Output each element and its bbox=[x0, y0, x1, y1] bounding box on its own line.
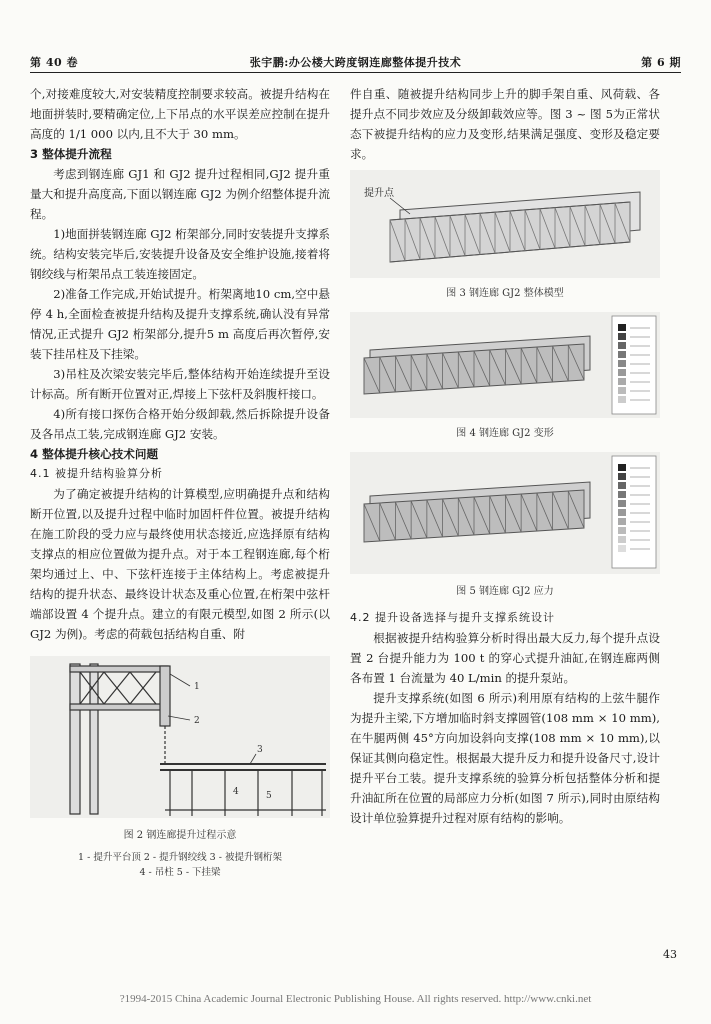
figure-2-caption: 图 2 钢连廊提升过程示意 bbox=[123, 830, 237, 841]
figure-2-drawing bbox=[30, 656, 330, 818]
page-number: 43 bbox=[663, 948, 677, 961]
paragraph: 1)地面拼装钢连廊 GJ2 桁架部分,同时安装提升支撑系统。结构安装完毕后,安装提升设备及安全维护设施,接着将钢绞线与桁架吊点工装连接固定。 bbox=[30, 227, 330, 281]
paragraph: 考虑到钢连廊 GJ1 和 GJ2 提升过程相同,GJ2 提升重量大和提升高度高,下面以钢连廊 GJ2 为例介绍整体提升流程。 bbox=[30, 167, 330, 221]
left-column bbox=[30, 84, 330, 880]
figure-5 bbox=[350, 452, 660, 602]
section-4-heading: 4 整体提升核心技术问题 bbox=[30, 447, 159, 461]
paragraph: 为了确定被提升结构的计算模型,应明确提升点和结构断开位置,以及提升过程中临时加固杆件位置。被提升结构在施工阶段的受力应与最终使用状态接近,应选择原有结构支撑点的相应位置做为提升点。对于本工程钢连廊,每个桁架均通过上、中、下弦杆连接于主体结构上。考虑被提升结构的提升状态、最终设计状态及重心位置,在桁架中弦杆端部设置 4 个提升点。建立的有限元模型,如图 2 所示(以 GJ2 为例)。考虑的荷载包括结构自重、附 bbox=[30, 487, 330, 641]
paragraph: 个,对接难度较大,对安装精度控制要求较高。被提升结构在地面拼装时,要精确定位,上下吊点的水平误差应控制在提升高度的 1/1 000 以内,且不大于 30 mm。 bbox=[30, 87, 330, 141]
figure-2-legend-2: 4 - 吊柱 5 - 下挂梁 bbox=[139, 867, 221, 878]
running-title: 张宇鹏:办公楼大跨度钢连廊整体提升技术 bbox=[249, 56, 462, 69]
journal-issue: 第 6 期 bbox=[641, 56, 681, 69]
fig2-label-4: 4 bbox=[233, 787, 239, 797]
figure-3-caption: 图 3 钢连廊 GJ2 整体模型 bbox=[446, 288, 564, 299]
figure-5-caption: 图 5 钢连廊 GJ2 应力 bbox=[456, 586, 554, 597]
figure-5-drawing bbox=[350, 452, 660, 574]
fig2-label-2: 2 bbox=[194, 716, 200, 726]
figure-3 bbox=[350, 170, 660, 304]
right-column bbox=[350, 84, 660, 828]
copyright-footer: ?1994-2015 China Academic Journal Electronic Publishing House. All rights reserved. http://www.cnki.net bbox=[119, 993, 592, 1005]
journal-volume: 第 40 卷 bbox=[30, 56, 78, 69]
paragraph: 3)吊柱及次梁安装完毕后,整体结构开始连续提升至设计标高。所有断开位置对正,焊接上下弦杆及斜腹杆接口。 bbox=[30, 367, 330, 401]
paragraph: 4)所有接口探伤合格开始分级卸载,然后拆除提升设备及各吊点工装,完成钢连廊 GJ2 安装。 bbox=[30, 407, 330, 441]
fig2-label-5: 5 bbox=[266, 791, 272, 801]
figure-2-legend-1: 1 - 提升平台顶 2 - 提升钢绞线 3 - 被提升钢桁架 bbox=[78, 852, 282, 863]
fig2-label-1: 1 bbox=[194, 682, 200, 692]
section-4-2-heading: 4.2 提升设备选择与提升支撑系统设计 bbox=[350, 611, 555, 624]
paragraph: 根据被提升结构验算分析时得出最大反力,每个提升点设置 2 台提升能力为 100 t 的穿心式提升油缸,在钢连廊两侧各布置 1 台流量为 40 L/min 的提升泵站。 bbox=[350, 631, 660, 685]
paragraph: 件自重、随被提升结构同步上升的脚手架自重、风荷载、各提升点不同步效应及分级卸载效应等。图 3 ~ 图 5为正常状态下被提升结构的应力及变形,结果满足强度、变形及稳定要求。 bbox=[350, 87, 660, 161]
figure-4-drawing bbox=[350, 312, 660, 418]
truss-stress-plot bbox=[350, 452, 660, 574]
figure-4 bbox=[350, 312, 660, 444]
header-rule bbox=[30, 72, 681, 73]
paragraph: 2)准备工作完成,开始试提升。桁架离地10 cm,空中悬停 4 h,全面检查被提升结构及提升支撑系统,确认没有异常情况,正式提升 GJ2 桁架部分,提升5 m 高度后再次暂停,安装下挂吊柱及下挂梁。 bbox=[30, 287, 330, 361]
section-4-1-heading: 4.1 被提升结构验算分析 bbox=[30, 467, 163, 480]
section-3-heading: 3 整体提升流程 bbox=[30, 147, 112, 161]
paragraph: 提升支撑系统(如图 6 所示)利用原有结构的上弦牛腿作为提升主梁,下方增加临时斜支撑圆管(108 mm × 10 mm),在牛腿两侧 45°方向加设斜向支撑(108 mm × 10 mm),以保证其侧向稳定性。根据最大提升反力和提升设备尺寸,设计提升平台工装。提升支撑系统的验算分析包括整体分析和提升油缸所在位置的局部应力分析(如图 7 所示),同时由原结构设计单位验算提升过程对原有结构的影响。 bbox=[350, 691, 660, 825]
figure-2 bbox=[30, 656, 330, 880]
lifting-point-label: 提升点 bbox=[364, 188, 394, 199]
truss-lifting-diagram bbox=[30, 656, 330, 818]
truss-model-3d bbox=[350, 170, 660, 278]
figure-3-drawing bbox=[350, 170, 660, 278]
truss-deformation-plot bbox=[350, 312, 660, 418]
figure-4-caption: 图 4 钢连廊 GJ2 变形 bbox=[456, 428, 554, 439]
fig2-label-3: 3 bbox=[257, 745, 263, 755]
